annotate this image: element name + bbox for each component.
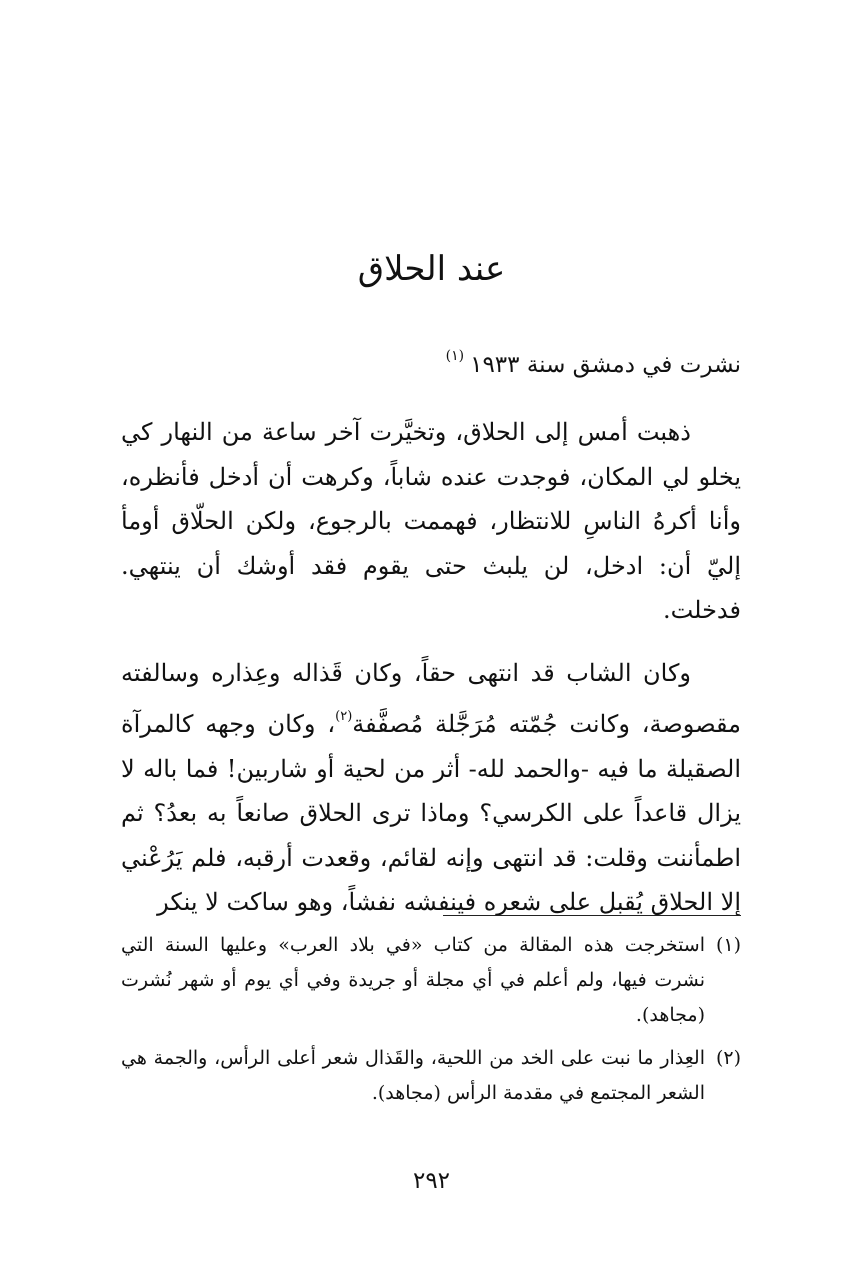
footnotes [121,928,741,1119]
paragraph-1: ذهبت أمس إلى الحلاق، وتخيَّرت آخر ساعة من النهار كي يخلو لي المكان، فوجدت عنده شاباً، وكرهت أن أدخل فأنظره، وأنا أكرهُ الناسِ للانتظار، فهممت بالرجوع، ولكن الحلّاق أومأ إليّ أن: ادخل، لن يلبث حتى يقوم فقد أوشك أن ينتهي. فدخلت. [121,418,741,624]
publication-note [446,334,741,387]
body-text [121,410,741,925]
footnote-2-number: (٢) [715,1047,741,1069]
page-number: ٢٩٢ [412,1168,451,1194]
footnote-reference-1: (١) [445,348,465,364]
footnote-reference-2: (٢) [335,709,353,724]
footnote-1-number: (١) [715,934,741,956]
chapter-title: عند الحلاق [357,249,506,289]
footnote-divider [443,915,741,916]
paragraph-2-part-b: ، وكان وجهه كالمرآة الصقيلة ما فيه -والحمد لله- أثر من لحية أو شاربين! فما باله لا يزال قاعداً على الكرسي؟ وماذا ترى الحلاق صانعاً به بعدُ؟ ثم اطمأننت وقلت: قد انتهى وإنه لقائم، وقعدت أرقبه، فلم يَرُعْني إلا الحلاق يُقبل على شعره فينفشه نفشاً، وهو ساكت لا ينكر [121,710,741,916]
paragraph-2-part-a: وكان الشاب قد انتهى حقاً، وكان قَذاله وعِذاره وسالفته مقصوصة، وكانت جُمّته مُرَجَّلة مُصفَّفة [121,658,741,738]
footnote-2 [121,1041,741,1111]
footnote-2-text: العِذار ما نبت على الخد من اللحية، والقَذال شعر أعلى الرأس، والجمة هي الشعر المجتمع في مقدمة الرأس (مجاهد). [121,1047,705,1104]
publication-note-text: نشرت في دمشق سنة ١٩٣٣ [470,352,741,378]
paragraph-2 [121,651,741,925]
footnote-1-text: استخرجت هذه المقالة من كتاب «في بلاد العرب» وعليها السنة التي نشرت فيها، ولم أعلم في أي مجلة أو جريدة وفي أي يوم أو شهر نُشرت (مجاهد). [121,934,705,1026]
footnote-1 [121,928,741,1033]
